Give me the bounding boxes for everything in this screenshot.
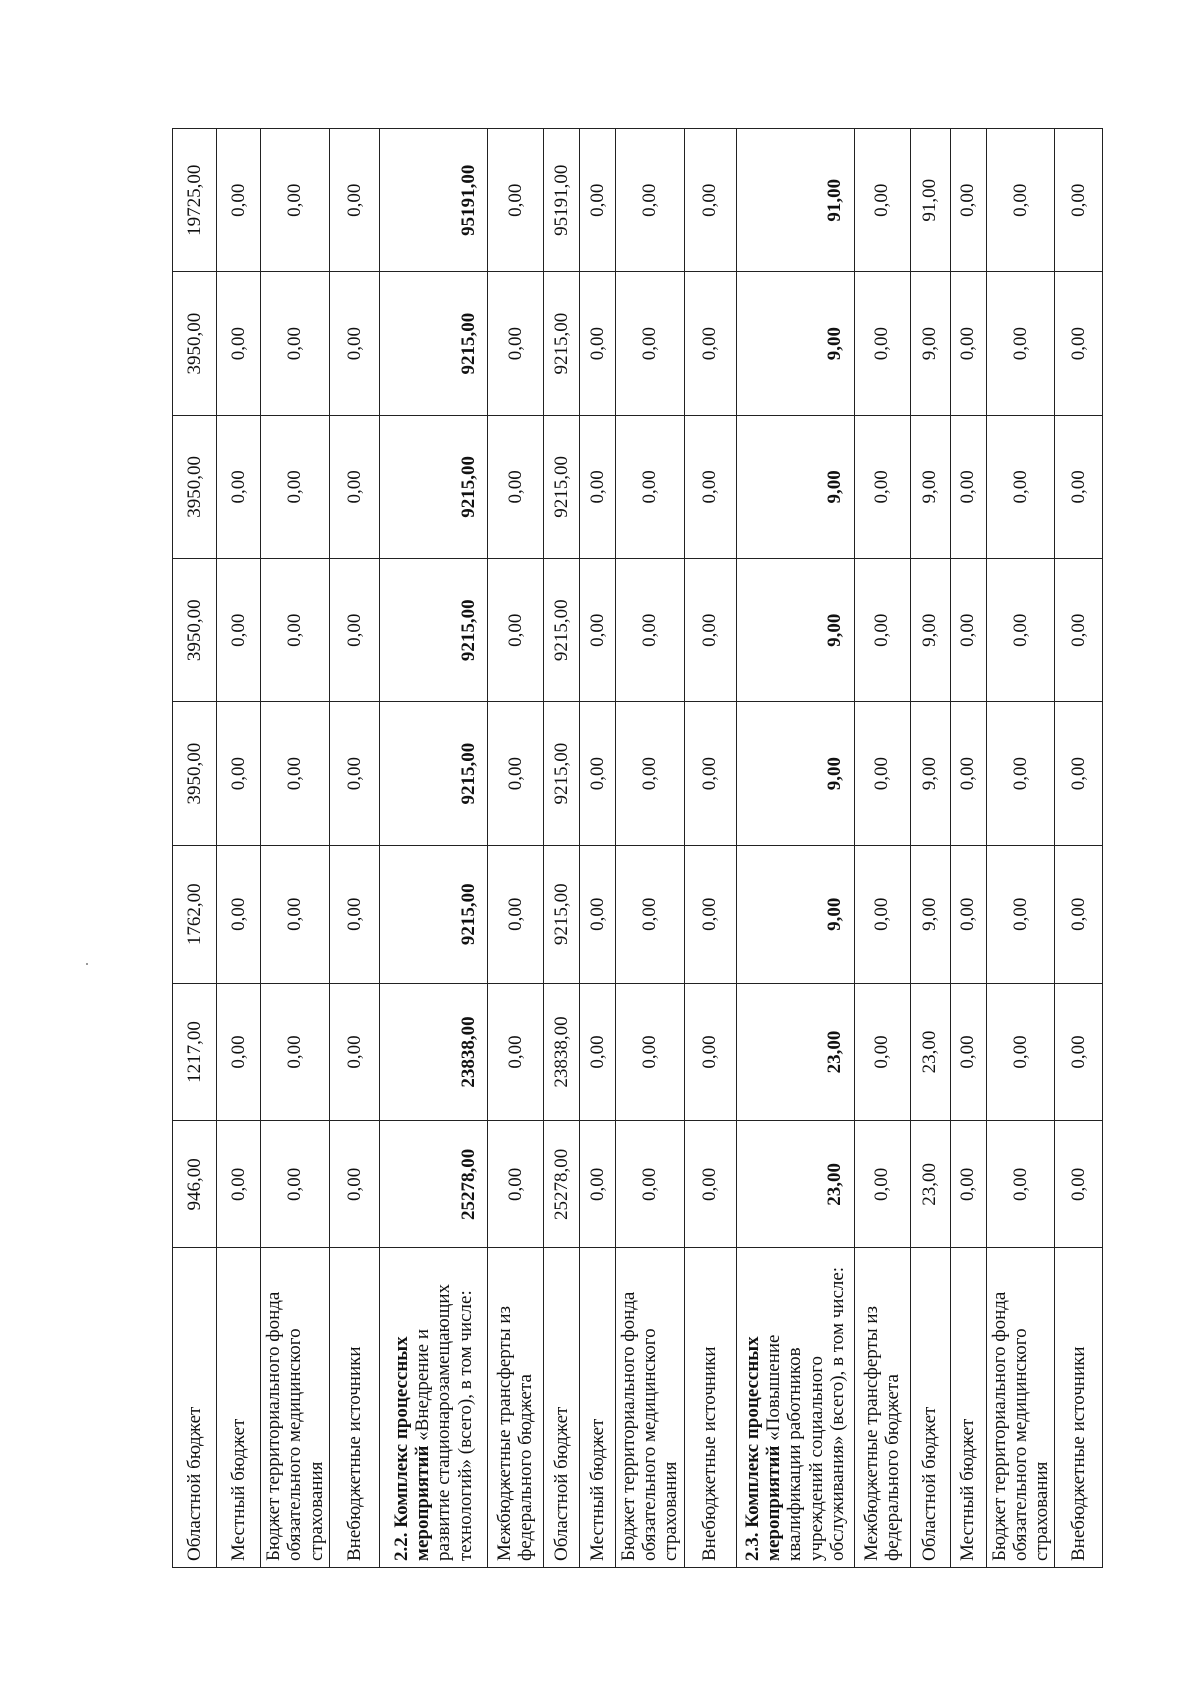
value-cell: 0,00 — [1055, 845, 1103, 983]
value-cell: 9,00 — [736, 559, 854, 702]
value-cell: 0,00 — [615, 845, 684, 983]
table-body — [173, 129, 1103, 1568]
value-cell: 9,00 — [736, 272, 854, 415]
value-cell: 0,00 — [487, 702, 543, 845]
total-cell: 19725,00 — [173, 129, 217, 272]
row-label: Внебюджетные источники — [329, 1248, 379, 1568]
value-cell: 0,00 — [684, 845, 736, 983]
value-cell: 23,00 — [736, 983, 854, 1121]
value-cell: 9,00 — [736, 415, 854, 558]
value-cell: 9,00 — [910, 559, 950, 702]
value-cell: 0,00 — [1055, 983, 1103, 1121]
value-cell: 9,00 — [910, 702, 950, 845]
value-cell: 9215,00 — [379, 559, 487, 702]
value-cell: 9215,00 — [379, 272, 487, 415]
value-cell: 0,00 — [854, 272, 910, 415]
total-cell: 0,00 — [1055, 129, 1103, 272]
value-cell: 0,00 — [986, 702, 1055, 845]
value-cell: 0,00 — [217, 845, 261, 983]
value-cell: 0,00 — [261, 983, 330, 1121]
section-row — [379, 129, 487, 1568]
rotated-page — [172, 128, 1090, 1568]
total-cell: 0,00 — [579, 129, 615, 272]
value-cell: 0,00 — [950, 702, 986, 845]
value-cell: 0,00 — [950, 559, 986, 702]
value-cell: 0,00 — [986, 559, 1055, 702]
value-cell: 9,00 — [910, 845, 950, 983]
value-cell: 3950,00 — [173, 559, 217, 702]
value-cell: 9,00 — [910, 415, 950, 558]
value-cell: 0,00 — [1055, 702, 1103, 845]
value-cell: 0,00 — [950, 1121, 986, 1248]
total-cell: 95191,00 — [379, 129, 487, 272]
row-label: Областной бюджет — [543, 1248, 579, 1568]
value-cell: 0,00 — [986, 1121, 1055, 1248]
value-cell: 0,00 — [487, 1121, 543, 1248]
total-cell: 0,00 — [615, 129, 684, 272]
value-cell: 9,00 — [910, 272, 950, 415]
table-row — [950, 129, 986, 1568]
value-cell: 0,00 — [217, 1121, 261, 1248]
value-cell: 0,00 — [684, 702, 736, 845]
value-cell: 9215,00 — [543, 559, 579, 702]
value-cell: 0,00 — [854, 983, 910, 1121]
table-row — [684, 129, 736, 1568]
value-cell: 0,00 — [329, 983, 379, 1121]
value-cell: 0,00 — [329, 415, 379, 558]
row-label: Бюджет территориального фонда обязательного медицинского страхования — [615, 1248, 684, 1568]
value-cell: 0,00 — [217, 983, 261, 1121]
table-row — [543, 129, 579, 1568]
section-description: «Повышение квалификации работников учреждений социального обслуживания» (всего), в том числе: — [763, 1266, 848, 1561]
table-row — [487, 129, 543, 1568]
value-cell: 0,00 — [615, 272, 684, 415]
value-cell: 0,00 — [329, 272, 379, 415]
table-row — [173, 129, 217, 1568]
value-cell: 0,00 — [1055, 415, 1103, 558]
value-cell: 3950,00 — [173, 702, 217, 845]
value-cell: 0,00 — [487, 415, 543, 558]
total-cell: 0,00 — [217, 129, 261, 272]
value-cell: 0,00 — [1055, 559, 1103, 702]
table-row — [986, 129, 1055, 1568]
row-label: Внебюджетные источники — [1055, 1248, 1103, 1568]
total-cell: 0,00 — [854, 129, 910, 272]
value-cell: 0,00 — [950, 272, 986, 415]
value-cell: 0,00 — [950, 983, 986, 1121]
value-cell: 0,00 — [579, 415, 615, 558]
value-cell: 0,00 — [950, 415, 986, 558]
section-title: 2.2. Комплекс процессных мероприятий — [390, 1336, 434, 1561]
value-cell: 0,00 — [261, 272, 330, 415]
value-cell: 0,00 — [684, 272, 736, 415]
total-cell: 0,00 — [261, 129, 330, 272]
value-cell: 0,00 — [950, 845, 986, 983]
value-cell: 0,00 — [579, 845, 615, 983]
value-cell: 0,00 — [217, 702, 261, 845]
value-cell: 0,00 — [854, 559, 910, 702]
value-cell: 23838,00 — [379, 983, 487, 1121]
value-cell: 0,00 — [261, 1121, 330, 1248]
value-cell: 0,00 — [487, 272, 543, 415]
total-cell: 0,00 — [684, 129, 736, 272]
row-label: Местный бюджет — [950, 1248, 986, 1568]
value-cell: 0,00 — [579, 272, 615, 415]
value-cell: 0,00 — [329, 702, 379, 845]
value-cell: 9215,00 — [379, 415, 487, 558]
value-cell: 3950,00 — [173, 272, 217, 415]
section-title: 2.3. Комплекс процессных мероприятий — [741, 1336, 785, 1561]
value-cell: 9215,00 — [543, 272, 579, 415]
value-cell: 0,00 — [986, 415, 1055, 558]
value-cell: 0,00 — [986, 845, 1055, 983]
table-row — [615, 129, 684, 1568]
row-label: Областной бюджет — [173, 1248, 217, 1568]
value-cell: 23,00 — [910, 1121, 950, 1248]
value-cell: 23838,00 — [543, 983, 579, 1121]
value-cell: 9215,00 — [379, 702, 487, 845]
value-cell: 0,00 — [261, 559, 330, 702]
table-row — [261, 129, 330, 1568]
value-cell: 1762,00 — [173, 845, 217, 983]
row-label: Бюджет территориального фонда обязательного медицинского страхования — [261, 1248, 330, 1568]
value-cell: 0,00 — [217, 415, 261, 558]
value-cell: 9215,00 — [543, 702, 579, 845]
section-description: «Внедрение и развитие стационарозамещающих технологий» (всего), в том числе: — [412, 1283, 476, 1561]
table-row — [910, 129, 950, 1568]
total-cell: 0,00 — [329, 129, 379, 272]
value-cell: 0,00 — [487, 983, 543, 1121]
total-cell: 0,00 — [950, 129, 986, 272]
row-label: Внебюджетные источники — [684, 1248, 736, 1568]
value-cell: 0,00 — [854, 702, 910, 845]
value-cell: 0,00 — [615, 983, 684, 1121]
value-cell: 1217,00 — [173, 983, 217, 1121]
total-cell: 91,00 — [910, 129, 950, 272]
value-cell: 9,00 — [736, 845, 854, 983]
value-cell: 23,00 — [736, 1121, 854, 1248]
value-cell: 0,00 — [217, 559, 261, 702]
value-cell: 0,00 — [579, 559, 615, 702]
value-cell: 25278,00 — [379, 1121, 487, 1248]
total-cell: 0,00 — [487, 129, 543, 272]
value-cell: 0,00 — [854, 1121, 910, 1248]
value-cell: 0,00 — [615, 1121, 684, 1248]
row-label: Межбюджетные трансферты из федерального бюджета — [487, 1248, 543, 1568]
row-label: Бюджет территориального фонда обязательного медицинского страхования — [986, 1248, 1055, 1568]
budget-table — [172, 128, 1103, 1568]
value-cell: 0,00 — [1055, 272, 1103, 415]
table-row — [217, 129, 261, 1568]
total-cell: 95191,00 — [543, 129, 579, 272]
value-cell: 0,00 — [615, 415, 684, 558]
value-cell: 946,00 — [173, 1121, 217, 1248]
value-cell: 0,00 — [854, 845, 910, 983]
scan-dot — [86, 963, 88, 965]
table-row — [329, 129, 379, 1568]
row-label: Областной бюджет — [910, 1248, 950, 1568]
value-cell: 9215,00 — [379, 845, 487, 983]
value-cell: 0,00 — [615, 559, 684, 702]
value-cell: 0,00 — [329, 1121, 379, 1248]
table-row — [1055, 129, 1103, 1568]
value-cell: 0,00 — [579, 983, 615, 1121]
value-cell: 0,00 — [261, 845, 330, 983]
value-cell: 9215,00 — [543, 845, 579, 983]
value-cell: 25278,00 — [543, 1121, 579, 1248]
value-cell: 0,00 — [986, 983, 1055, 1121]
section-label — [379, 1248, 487, 1568]
value-cell: 9215,00 — [543, 415, 579, 558]
value-cell: 3950,00 — [173, 415, 217, 558]
value-cell: 0,00 — [684, 1121, 736, 1248]
value-cell: 0,00 — [217, 272, 261, 415]
total-cell: 91,00 — [736, 129, 854, 272]
value-cell: 0,00 — [854, 415, 910, 558]
table-row — [854, 129, 910, 1568]
value-cell: 0,00 — [261, 702, 330, 845]
value-cell: 0,00 — [579, 702, 615, 845]
value-cell: 0,00 — [684, 559, 736, 702]
value-cell: 0,00 — [1055, 1121, 1103, 1248]
value-cell: 0,00 — [684, 415, 736, 558]
value-cell: 9,00 — [736, 702, 854, 845]
value-cell: 0,00 — [261, 415, 330, 558]
value-cell: 0,00 — [684, 983, 736, 1121]
section-row — [736, 129, 854, 1568]
row-label: Местный бюджет — [217, 1248, 261, 1568]
value-cell: 0,00 — [986, 272, 1055, 415]
row-label: Местный бюджет — [579, 1248, 615, 1568]
row-label: Межбюджетные трансферты из федерального бюджета — [854, 1248, 910, 1568]
value-cell: 0,00 — [579, 1121, 615, 1248]
value-cell: 0,00 — [487, 559, 543, 702]
total-cell: 0,00 — [986, 129, 1055, 272]
value-cell: 0,00 — [329, 845, 379, 983]
value-cell: 0,00 — [615, 702, 684, 845]
value-cell: 0,00 — [487, 845, 543, 983]
value-cell: 23,00 — [910, 983, 950, 1121]
value-cell: 0,00 — [329, 559, 379, 702]
table-row — [579, 129, 615, 1568]
section-label — [736, 1248, 854, 1568]
